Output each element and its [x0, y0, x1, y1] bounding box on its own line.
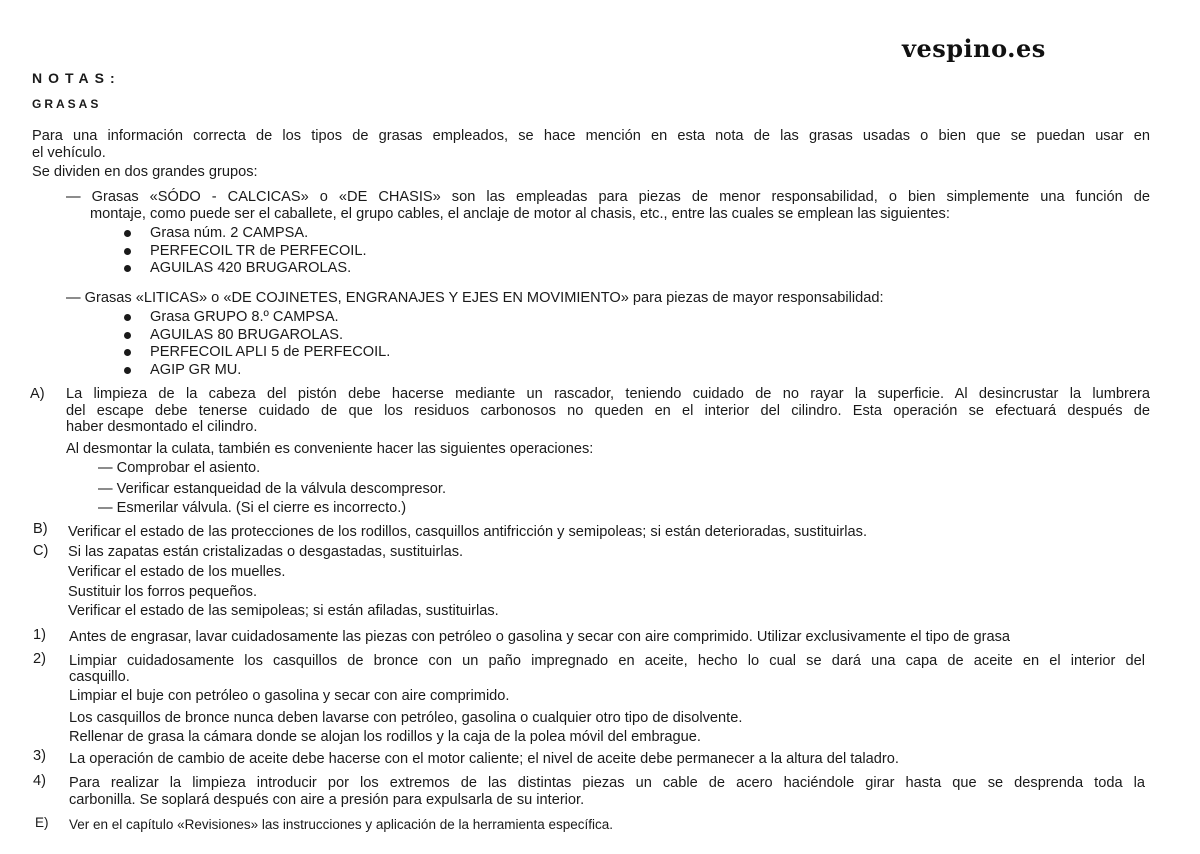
list-item: PERFECOIL TR de PERFECOIL. — [120, 243, 367, 261]
note-1-line-1: Antes de engrasar, lavar cuidadosamente las piezas con petróleo o gasolina y secar con aire comprimido. Utilizar exclusivamente el tipo de grasa — [69, 629, 1010, 645]
note-e-label: E) — [35, 815, 49, 830]
bullet-icon — [124, 349, 131, 356]
group1-line-1: — Grasas «SÓDO - CALCICAS» o «DE CHASIS» son las empleadas para piezas de menor responsabilidad, o bien simplemente una función de — [66, 189, 1150, 205]
note-3-line-1: La operación de cambio de aceite debe hacerse con el motor caliente; el nivel de aceite debe permanecer a la altura del taladro. — [69, 751, 899, 767]
intro-line-1: Para una información correcta de los tipos de grasas empleados, se hace mención en esta nota de las grasas usadas o bien que se puedan usar en — [32, 128, 1150, 144]
list-item: Grasa GRUPO 8.º CAMPSA. — [120, 309, 390, 327]
bullet-icon — [124, 265, 131, 272]
note-3-label: 3) — [33, 748, 46, 764]
note-4-label: 4) — [33, 773, 46, 789]
note-a-line-3: haber desmontado el cilindro. — [66, 419, 258, 435]
bullet-icon — [124, 314, 131, 321]
bullet-icon — [124, 230, 131, 237]
group2-grease-list — [120, 309, 390, 379]
note-c-line-2: Verificar el estado de los muelles. — [68, 564, 286, 580]
note-2-label: 2) — [33, 651, 46, 667]
note-1-label: 1) — [33, 627, 46, 643]
list-item: AGIP GR MU. — [120, 362, 390, 380]
note-2-line-4: Los casquillos de bronce nunca deben lavarse con petróleo, gasolina o cualquier otro tipo de disolvente. — [69, 710, 743, 726]
bullet-icon — [124, 248, 131, 255]
note-a-step-3: — Esmerilar válvula. (Si el cierre es incorrecto.) — [98, 500, 407, 516]
note-b-label: B) — [33, 521, 48, 537]
note-4-line-2: carbonilla. Se soplará después con aire a presión para expulsarla de su interior. — [69, 792, 585, 808]
note-a-line-2: del escape debe tenerse cuidado de que los residuos carbonosos no queden en el interior del cilindro. Esta operación se efectuará después de — [66, 403, 1150, 419]
group2-line-1: — Grasas «LITICAS» o «DE COJINETES, ENGRANAJES Y EJES EN MOVIMIENTO» para piezas de mayor responsabilidad: — [66, 290, 884, 306]
note-a-line-1: La limpieza de la cabeza del pistón debe hacerse mediante un rascador, teniendo cuidado de no rayar la superficie. Al desincrustar la lumbrera — [66, 386, 1150, 402]
note-2-line-3: Limpiar el buje con petróleo o gasolina y secar con aire comprimido. — [69, 688, 510, 704]
intro-line-2: el vehículo. — [32, 145, 106, 161]
intro-line-3: Se dividen en dos grandes grupos: — [32, 164, 258, 180]
note-a-step-2: — Verificar estanqueidad de la válvula descompresor. — [98, 481, 447, 497]
note-2-line-5: Rellenar de grasa la cámara donde se alojan los rodillos y la caja de la polea móvil del embrague. — [69, 729, 701, 745]
note-2-line-1: Limpiar cuidadosamente los casquillos de bronce con un paño impregnado en aceite, hecho lo cual se dará una capa de aceite en el interior del — [69, 653, 1145, 669]
group1-line-2: montaje, como puede ser el caballete, el grupo cables, el anclaje de motor al chasis, etc., entre las cuales se emplean las siguientes: — [90, 206, 950, 222]
note-c-line-4: Verificar el estado de las semipoleas; si están afiladas, sustituirlas. — [68, 603, 499, 619]
list-item: PERFECOIL APLI 5 de PERFECOIL. — [120, 344, 390, 362]
note-a-step-1: — Comprobar el asiento. — [98, 460, 261, 476]
list-item: AGUILAS 80 BRUGAROLAS. — [120, 327, 390, 345]
note-c-line-3: Sustituir los forros pequeños. — [68, 584, 258, 600]
note-a-label: A) — [30, 386, 45, 402]
list-item: AGUILAS 420 BRUGAROLAS. — [120, 260, 367, 278]
site-logo: vespino.es — [902, 34, 1046, 63]
group1-grease-list — [120, 225, 367, 278]
page-title: NOTAS: — [32, 70, 121, 86]
section-title: GRASAS — [32, 97, 102, 111]
note-b-line-1: Verificar el estado de las protecciones de los rodillos, casquillos antifricción y semipoleas; si están deterioradas, sustituirlas. — [68, 524, 867, 540]
note-e-line-1: Ver en el capítulo «Revisiones» las instrucciones y aplicación de la herramienta específica. — [69, 817, 614, 832]
note-c-line-1: Si las zapatas están cristalizadas o desgastadas, sustituirlas. — [68, 544, 464, 560]
bullet-icon — [124, 367, 131, 374]
note-4-line-1: Para realizar la limpieza introducir por los extremos de las distintas piezas un cable de acero haciéndole girar hasta que se desprenda toda la — [69, 775, 1145, 791]
note-a-line-4: Al desmontar la culata, también es conveniente hacer las siguientes operaciones: — [66, 441, 594, 457]
bullet-icon — [124, 332, 131, 339]
list-item: Grasa núm. 2 CAMPSA. — [120, 225, 367, 243]
note-2-line-2: casquillo. — [69, 669, 130, 685]
note-c-label: C) — [33, 543, 49, 559]
